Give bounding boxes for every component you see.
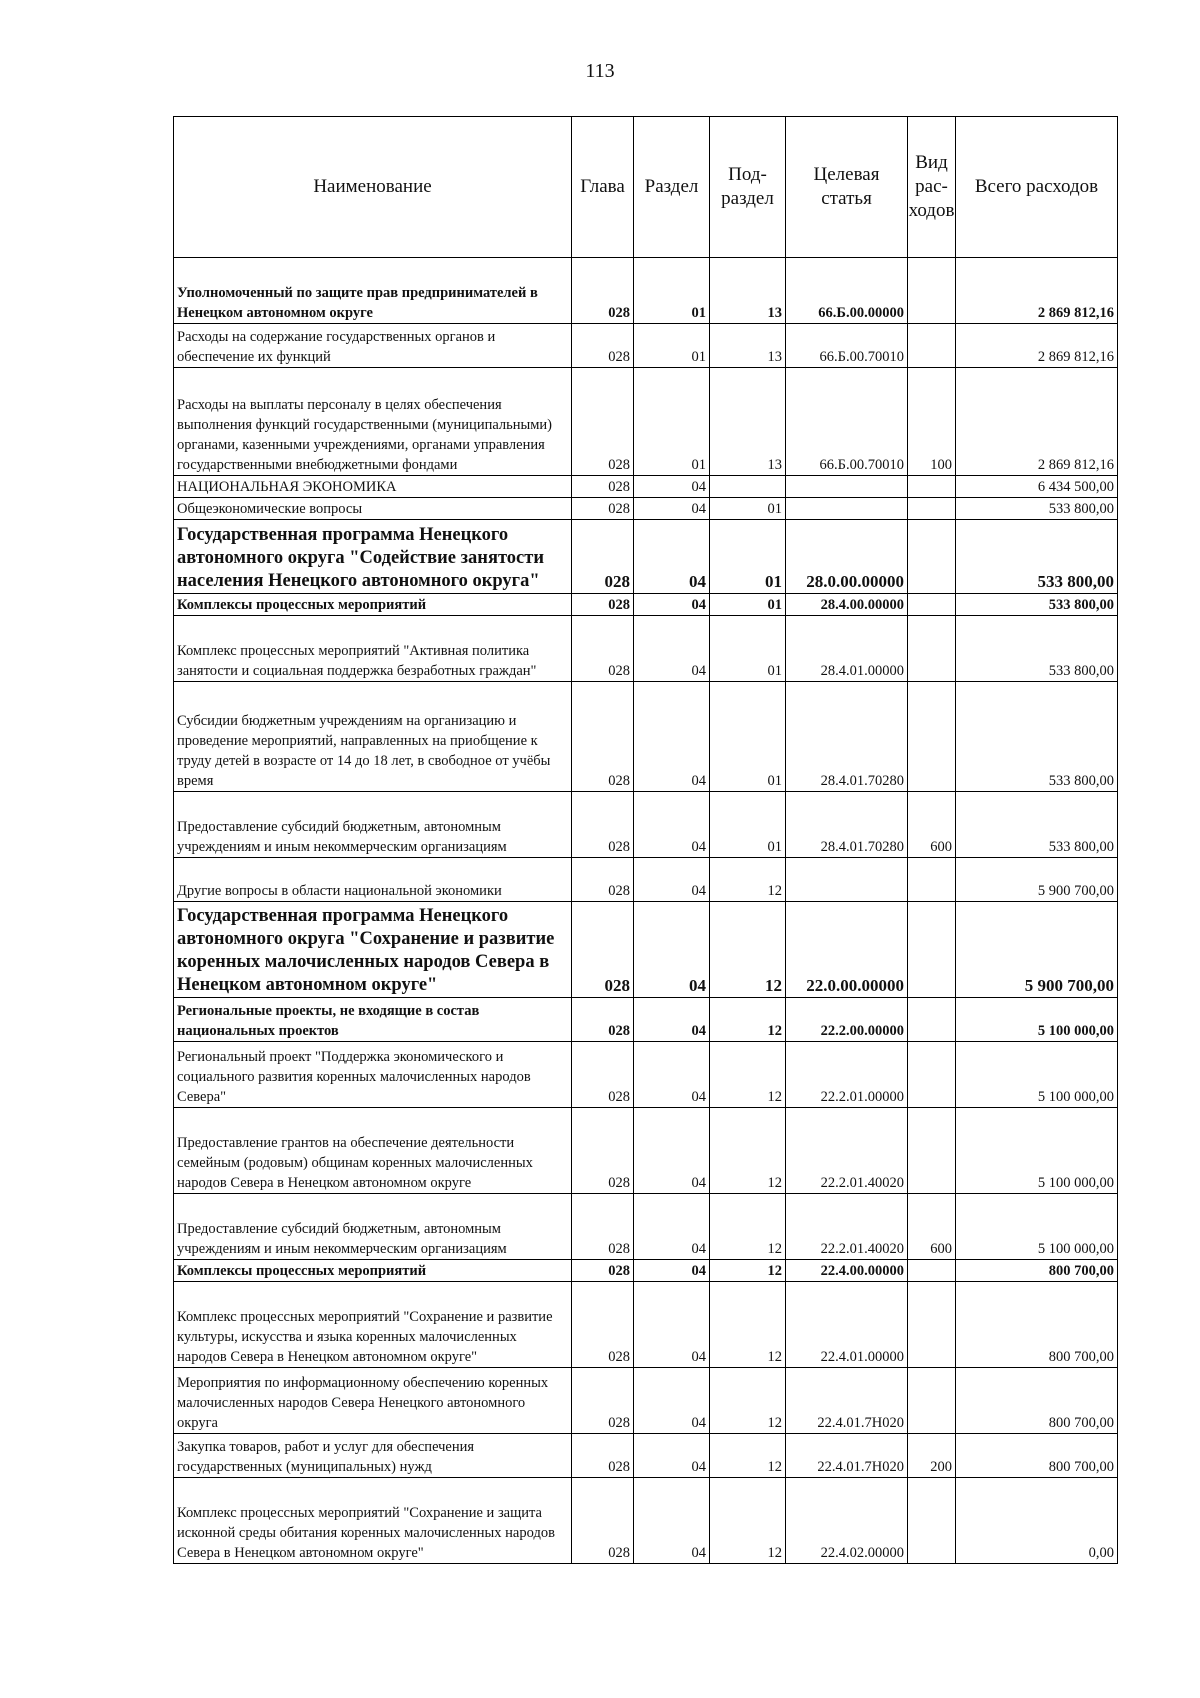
row-chapter: 028 <box>572 1282 634 1368</box>
row-subsection: 01 <box>710 520 786 594</box>
row-target: 22.0.00.00000 <box>786 902 908 998</box>
row-chapter: 028 <box>572 1108 634 1194</box>
row-chapter: 028 <box>572 902 634 998</box>
row-total: 5 100 000,00 <box>956 1042 1118 1108</box>
table-row <box>174 368 1118 476</box>
row-kind <box>908 594 956 616</box>
row-name: Комплексы процессных мероприятий <box>174 594 572 616</box>
row-name: Предоставление субсидий бюджетным, автономным учреждениям и иным некоммерческим организациям <box>174 792 572 858</box>
header-name: Наименование <box>174 117 572 258</box>
row-target: 28.4.01.70280 <box>786 792 908 858</box>
table-row <box>174 324 1118 368</box>
row-total: 5 100 000,00 <box>956 1194 1118 1260</box>
row-name: Комплекс процессных мероприятий "Сохранение и развитие культуры, искусства и языка коренных малочисленных народов Севера в Ненецком автономном округе" <box>174 1282 572 1368</box>
row-chapter: 028 <box>572 498 634 520</box>
row-chapter: 028 <box>572 1194 634 1260</box>
row-chapter: 028 <box>572 792 634 858</box>
row-kind <box>908 324 956 368</box>
row-total: 533 800,00 <box>956 520 1118 594</box>
row-total: 2 869 812,16 <box>956 324 1118 368</box>
page-number: 113 <box>585 60 615 82</box>
row-subsection: 12 <box>710 1042 786 1108</box>
table-row <box>174 1260 1118 1282</box>
row-total: 5 100 000,00 <box>956 998 1118 1042</box>
row-total: 5 900 700,00 <box>956 902 1118 998</box>
row-kind <box>908 1478 956 1564</box>
table-row <box>174 1042 1118 1108</box>
row-target: 22.4.01.7Н020 <box>786 1368 908 1434</box>
row-section: 04 <box>634 792 710 858</box>
row-section: 04 <box>634 1478 710 1564</box>
row-subsection: 12 <box>710 1108 786 1194</box>
row-section: 04 <box>634 998 710 1042</box>
row-subsection: 01 <box>710 498 786 520</box>
row-kind: 600 <box>908 792 956 858</box>
row-section: 04 <box>634 1194 710 1260</box>
row-kind <box>908 998 956 1042</box>
row-target: 22.2.01.40020 <box>786 1108 908 1194</box>
row-kind <box>908 1282 956 1368</box>
table-row <box>174 476 1118 498</box>
row-target: 22.2.01.40020 <box>786 1194 908 1260</box>
row-total: 0,00 <box>956 1478 1118 1564</box>
row-section: 04 <box>634 520 710 594</box>
table-row <box>174 1194 1118 1260</box>
table-row <box>174 594 1118 616</box>
header-kind: Вид рас- ходов <box>908 117 956 258</box>
row-subsection: 12 <box>710 1194 786 1260</box>
header-chapter: Глава <box>572 117 634 258</box>
row-subsection: 01 <box>710 792 786 858</box>
row-name: Уполномоченный по защите прав предпринимателей в Ненецком автономном округе <box>174 258 572 324</box>
row-section: 04 <box>634 1282 710 1368</box>
row-chapter: 028 <box>572 998 634 1042</box>
row-total: 533 800,00 <box>956 616 1118 682</box>
row-subsection: 12 <box>710 1478 786 1564</box>
row-chapter: 028 <box>572 1260 634 1282</box>
row-section: 04 <box>634 858 710 902</box>
row-name: Расходы на выплаты персоналу в целях обеспечения выполнения функций государственными (муниципальными) органами, казенными учреждениями, органами управления государственными внебюджетными фондами <box>174 368 572 476</box>
table-row <box>174 792 1118 858</box>
row-subsection: 12 <box>710 1260 786 1282</box>
row-target: 28.4.01.00000 <box>786 616 908 682</box>
row-name: НАЦИОНАЛЬНАЯ ЭКОНОМИКА <box>174 476 572 498</box>
row-target: 22.2.00.00000 <box>786 998 908 1042</box>
table-row <box>174 682 1118 792</box>
row-kind <box>908 476 956 498</box>
table-row <box>174 1478 1118 1564</box>
row-target <box>786 858 908 902</box>
budget-table <box>173 116 1118 1564</box>
row-subsection: 13 <box>710 324 786 368</box>
row-total: 533 800,00 <box>956 498 1118 520</box>
row-target: 66.Б.00.70010 <box>786 368 908 476</box>
row-kind <box>908 1368 956 1434</box>
row-kind <box>908 520 956 594</box>
row-section: 04 <box>634 1368 710 1434</box>
row-kind <box>908 682 956 792</box>
row-section: 04 <box>634 1108 710 1194</box>
row-chapter: 028 <box>572 858 634 902</box>
table-row <box>174 902 1118 998</box>
row-section: 04 <box>634 682 710 792</box>
row-name: Государственная программа Ненецкого автономного округа "Содействие занятости населения Ненецкого автономного округа" <box>174 520 572 594</box>
row-total: 800 700,00 <box>956 1368 1118 1434</box>
row-chapter: 028 <box>572 594 634 616</box>
row-chapter: 028 <box>572 616 634 682</box>
row-name: Региональный проект "Поддержка экономического и социального развития коренных малочисленных народов Севера" <box>174 1042 572 1108</box>
table-row <box>174 520 1118 594</box>
row-subsection: 12 <box>710 1368 786 1434</box>
row-target: 22.4.00.00000 <box>786 1260 908 1282</box>
row-kind: 200 <box>908 1434 956 1478</box>
row-kind: 100 <box>908 368 956 476</box>
row-subsection: 01 <box>710 616 786 682</box>
row-chapter: 028 <box>572 476 634 498</box>
row-section: 04 <box>634 476 710 498</box>
row-target: 22.4.01.7Н020 <box>786 1434 908 1478</box>
row-name: Субсидии бюджетным учреждениям на организацию и проведение мероприятий, направленных на приобщение к труду детей в возрасте от 14 до 18 лет, в свободное от учёбы время <box>174 682 572 792</box>
row-total: 533 800,00 <box>956 682 1118 792</box>
row-section: 04 <box>634 1260 710 1282</box>
row-target: 66.Б.00.00000 <box>786 258 908 324</box>
row-section: 01 <box>634 258 710 324</box>
row-kind <box>908 498 956 520</box>
row-target: 66.Б.00.70010 <box>786 324 908 368</box>
row-kind <box>908 1260 956 1282</box>
row-chapter: 028 <box>572 368 634 476</box>
row-total: 5 900 700,00 <box>956 858 1118 902</box>
row-chapter: 028 <box>572 1042 634 1108</box>
row-kind <box>908 902 956 998</box>
row-kind <box>908 1108 956 1194</box>
row-chapter: 028 <box>572 1434 634 1478</box>
row-chapter: 028 <box>572 520 634 594</box>
row-section: 04 <box>634 616 710 682</box>
row-kind <box>908 258 956 324</box>
row-target: 22.4.01.00000 <box>786 1282 908 1368</box>
row-subsection: 12 <box>710 998 786 1042</box>
row-kind <box>908 1042 956 1108</box>
row-chapter: 028 <box>572 682 634 792</box>
row-name: Государственная программа Ненецкого автономного округа "Сохранение и развитие коренных малочисленных народов Севера в Ненецком автономном округе" <box>174 902 572 998</box>
row-section: 04 <box>634 1042 710 1108</box>
header-subsection: Под- раздел <box>710 117 786 258</box>
row-name: Предоставление субсидий бюджетным, автономным учреждениям и иным некоммерческим организациям <box>174 1194 572 1260</box>
row-section: 01 <box>634 368 710 476</box>
row-subsection: 01 <box>710 682 786 792</box>
row-name: Региональные проекты, не входящие в состав национальных проектов <box>174 998 572 1042</box>
row-subsection: 12 <box>710 1434 786 1478</box>
row-total: 2 869 812,16 <box>956 258 1118 324</box>
row-section: 01 <box>634 324 710 368</box>
table-row <box>174 258 1118 324</box>
row-target: 22.4.02.00000 <box>786 1478 908 1564</box>
row-target <box>786 498 908 520</box>
row-name: Предоставление грантов на обеспечение деятельности семейным (родовым) общинам коренных малочисленных народов Севера в Ненецком автономном округе <box>174 1108 572 1194</box>
table-row <box>174 1282 1118 1368</box>
header-section: Раздел <box>634 117 710 258</box>
row-target: 22.2.01.00000 <box>786 1042 908 1108</box>
table-row <box>174 1434 1118 1478</box>
row-target <box>786 476 908 498</box>
table-header-row <box>174 117 1118 258</box>
row-subsection: 13 <box>710 368 786 476</box>
row-target: 28.4.01.70280 <box>786 682 908 792</box>
row-subsection <box>710 476 786 498</box>
row-subsection: 12 <box>710 902 786 998</box>
row-name: Комплексы процессных мероприятий <box>174 1260 572 1282</box>
table-row <box>174 858 1118 902</box>
row-name: Закупка товаров, работ и услуг для обеспечения государственных (муниципальных) нужд <box>174 1434 572 1478</box>
row-target: 28.0.00.00000 <box>786 520 908 594</box>
row-name: Комплекс процессных мероприятий "Активная политика занятости и социальная поддержка безработных граждан" <box>174 616 572 682</box>
row-kind: 600 <box>908 1194 956 1260</box>
row-section: 04 <box>634 1434 710 1478</box>
row-name: Общеэкономические вопросы <box>174 498 572 520</box>
row-kind <box>908 858 956 902</box>
row-total: 2 869 812,16 <box>956 368 1118 476</box>
row-target: 28.4.00.00000 <box>786 594 908 616</box>
table-row <box>174 1368 1118 1434</box>
row-section: 04 <box>634 902 710 998</box>
table-body <box>174 258 1118 1564</box>
row-name: Расходы на содержание государственных органов и обеспечение их функций <box>174 324 572 368</box>
table-row <box>174 1108 1118 1194</box>
table-row <box>174 498 1118 520</box>
row-name: Комплекс процессных мероприятий "Сохранение и защита исконной среды обитания коренных малочисленных народов Севера в Ненецком автономном округе" <box>174 1478 572 1564</box>
header-target: Целевая статья <box>786 117 908 258</box>
row-chapter: 028 <box>572 324 634 368</box>
row-total: 800 700,00 <box>956 1260 1118 1282</box>
row-total: 5 100 000,00 <box>956 1108 1118 1194</box>
row-kind <box>908 616 956 682</box>
row-total: 6 434 500,00 <box>956 476 1118 498</box>
row-total: 800 700,00 <box>956 1434 1118 1478</box>
row-subsection: 12 <box>710 1282 786 1368</box>
row-subsection: 01 <box>710 594 786 616</box>
row-subsection: 12 <box>710 858 786 902</box>
row-subsection: 13 <box>710 258 786 324</box>
header-total: Всего расходов <box>956 117 1118 258</box>
row-total: 533 800,00 <box>956 792 1118 858</box>
row-name: Другие вопросы в области национальной экономики <box>174 858 572 902</box>
row-chapter: 028 <box>572 258 634 324</box>
row-total: 800 700,00 <box>956 1282 1118 1368</box>
row-section: 04 <box>634 498 710 520</box>
row-total: 533 800,00 <box>956 594 1118 616</box>
table-row <box>174 616 1118 682</box>
table-row <box>174 998 1118 1042</box>
row-name: Мероприятия по информационному обеспечению коренных малочисленных народов Севера Ненецкого автономного округа <box>174 1368 572 1434</box>
row-chapter: 028 <box>572 1478 634 1564</box>
row-chapter: 028 <box>572 1368 634 1434</box>
row-section: 04 <box>634 594 710 616</box>
